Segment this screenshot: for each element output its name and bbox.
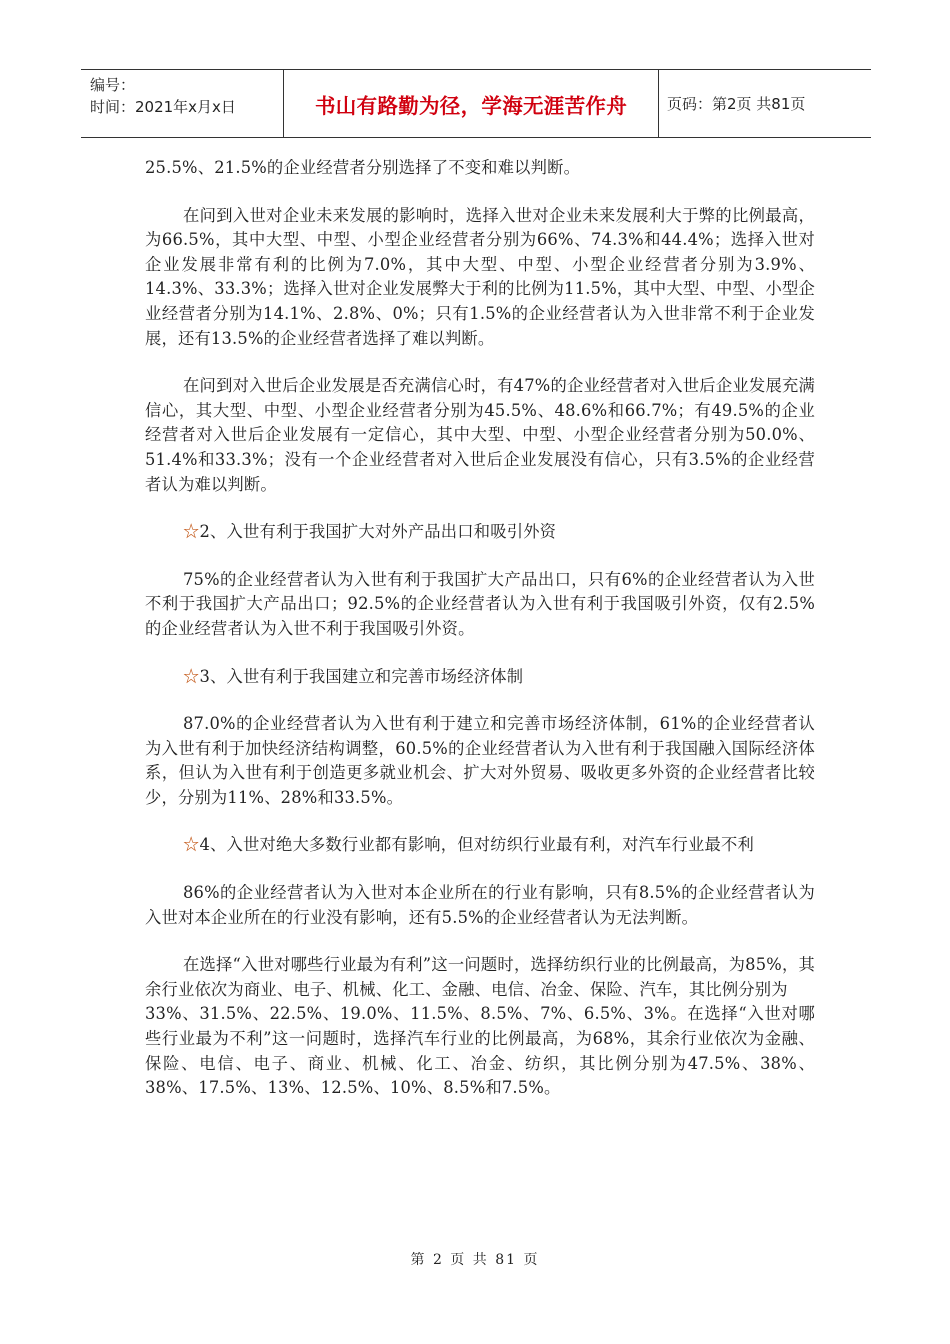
paragraph: 75%的企业经营者认为入世有利于我国扩大产品出口，只有6%的企业经营者认为入世不利于我国扩大产品出口；92.5%的企业经营者认为入世有利于我国吸引外资，仅有2.5%的企业经营者认为入世不利于我国吸引外资。 xyxy=(145,569,815,638)
page-footer: 第 2 页 共 81 页 xyxy=(410,1252,540,1268)
section-heading xyxy=(145,833,815,858)
header-motto-cell xyxy=(284,70,659,137)
header-page-info-cell xyxy=(659,70,871,137)
section-heading-text: 4、入世对绝大多数行业都有影响，但对纺织行业最有利，对汽车行业最不利 xyxy=(199,835,754,855)
paragraph: 在选择“入世对哪些行业最为有利”这一问题时，选择纺织行业的比例最高，为85%，其余行业依次为商业、电子、机械、化工、金融、电信、冶金、保险、汽车，其比例分别为 xyxy=(145,955,815,999)
paragraph: 25.5%、21.5%的企业经营者分别选择了不变和难以判断。 xyxy=(145,158,581,177)
star-icon: ☆ xyxy=(183,835,200,855)
header-motto: 书山有路勤为径，学海无涯苦作舟 xyxy=(315,93,627,118)
star-icon: ☆ xyxy=(183,522,200,542)
doc-number-label: 编号： xyxy=(90,76,136,94)
star-icon: ☆ xyxy=(183,666,200,686)
section-heading-text: 2、入世有利于我国扩大对外产品出口和吸引外资 xyxy=(199,522,557,542)
section-heading-text: 3、入世有利于我国建立和完善市场经济体制 xyxy=(199,666,524,686)
section-heading xyxy=(145,520,815,545)
paragraph: 在问到入世对企业未来发展的影响时，选择入世对企业未来发展利大于弊的比例最高，为66.5%，其中大型、中型、小型企业经营者分别为66%、74.3%和44.4%；选择入世对企业发展非常有利的比例为7.0%，其中大型、中型、小型企业经营者分别为3.9%、14.3%、33.3%；选择入世对企业发展弊大于利的比例为11.5%，其中大型、中型、小型企业经营者分别为14.1%、2.8%、0%；只有1.5%的企业经营者认为入世非常不利于企业发展，还有13.5%的企业经营者选择了难以判断。 xyxy=(145,205,815,348)
paragraph: 86%的企业经营者认为入世对本企业所在的行业有影响，只有8.5%的企业经营者认为入世对本企业所在的行业没有影响，还有5.5%的企业经营者认为无法判断。 xyxy=(145,883,815,927)
header-meta xyxy=(81,70,284,137)
document-body xyxy=(145,156,815,1101)
header-page-info: 页码：第2页 共81页 xyxy=(667,95,806,113)
section-heading xyxy=(145,665,815,690)
paragraph-continuation: 33%、31.5%、22.5%、19.0%、11.5%、8.5%、7%、6.5%、3%。在选择“入世对哪些行业最为不利”这一问题时，选择汽车行业的比例最高，为68%，其余行业依次为金融、保险、电信、电子、商业、机械、化工、冶金、纺织，其比例分别为47.5%、38%、38%、17.5%、13%、12.5%、10%、8.5%和7.5%。 xyxy=(145,1004,815,1098)
doc-date-label: 时间：2021年x月x日 xyxy=(90,98,236,116)
page-header xyxy=(81,69,871,138)
paragraph: 在问到对入世后企业发展是否充满信心时，有47%的企业经营者对入世后企业发展充满信心，其大型、中型、小型企业经营者分别为45.5%、48.6%和66.7%；有49.5%的企业经营者对入世后企业发展有一定信心，其中大型、中型、小型企业经营者分别为50.0%、51.4%和33.3%；没有一个企业经营者对入世后企业发展没有信心，只有3.5%的企业经营者认为难以判断。 xyxy=(145,376,815,494)
paragraph: 87.0%的企业经营者认为入世有利于建立和完善市场经济体制，61%的企业经营者认为入世有利于加快经济结构调整，60.5%的企业经营者认为入世有利于我国融入国际经济体系，但认为入世有利于创造更多就业机会、扩大对外贸易、吸收更多外资的企业经营者比较少，分别为11%、28%和33.5%。 xyxy=(145,714,815,807)
